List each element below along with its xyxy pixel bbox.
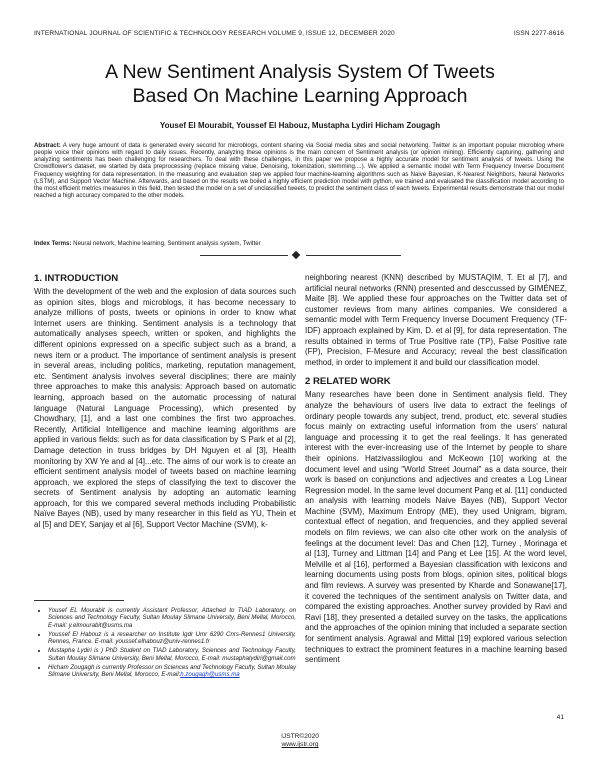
running-head [34, 30, 564, 37]
index-terms [34, 240, 564, 247]
index-terms-text: Neural network, Machine learning, Sentiment analysis system, Twitter [71, 240, 261, 247]
author-list: Yousef El Mourabit, Youssef El Habouz, Mustapha Lydiri Hicham Zougagh [159, 121, 441, 130]
diamond-icon [292, 251, 300, 259]
issn-label: ISSN 2277-8616 [513, 30, 564, 37]
journal-header: INTERNATIONAL JOURNAL OF SCIENTIFIC & TECHNOLOGY RESEARCH VOLUME 9, ISSUE 12, DECEMBER 2020 [34, 30, 395, 37]
footnote-item [48, 664, 296, 679]
left-column [34, 273, 296, 531]
author-footnotes [34, 607, 296, 681]
title-line-2: Based On Machine Learning Approach [132, 85, 468, 107]
introduction-heading: 1. INTRODUCTION [34, 273, 119, 284]
footnote-item [48, 631, 296, 646]
abstract-label: Abstract: [34, 142, 61, 149]
footnote-item [48, 607, 296, 629]
footnote-rule [34, 600, 124, 601]
section-separator [0, 250, 600, 260]
footnote-text: Youssef El Habouz is a researcher on Institute Igdr Umr 6290 Cnrs-Rennes1 University, Rennes, France. E-mail: youssef.elhabouz@univ-rennes1.fr [48, 630, 296, 646]
abstract [34, 142, 564, 199]
footnote-list [34, 607, 296, 679]
related-work-heading: 2 RELATED WORK [305, 376, 391, 388]
footnote-text: Yousef EL Mourabit is currently Assistant Professor, Attached to TIAD Laboratory, on Sciences and Technology Faculty, Sultan Moulay Slimane University, Beni Mellal, Morocco, E-mail: y.elmourabit@usms.ma [48, 607, 296, 629]
footnote-text: Hicham Zougagh is currently Professor on Sciences and Technology Faculty, Sultan Moulay Slimane University, Beni Mellal, Morocco, E-mail: [48, 664, 296, 679]
separator-line-right [306, 255, 401, 256]
index-terms-label: Index Terms: [34, 240, 72, 247]
footer-url-link[interactable]: www.ijstr.org [281, 741, 319, 748]
right-column [305, 273, 567, 666]
page-number: 41 [556, 714, 564, 721]
related-work-text: Many researches have been done in Sentiment analysis field. They analyze the behaviours of users live data to extract the feelings of ordinary people towards any subject, trend, product, etc. several studies focus mainly on extracting useful information from the users' natural language and processing it to get the real feelings. It has generated interest with the ever-increasing use of the Internet by people to share their opinions. Hatzivassiloglou and McKeown [10] working at the document level and using "World Street Journal" as a data source, their work is based on conjunctions and adjectives and creates a Log Linear Regression model. In the same level document Pang et al. [11] conducted an analysis with learning models Naive Bayes (NB), Support Vector Machine (SVM), Maximum Entropy (ME), they used Unigram, bigram, contextual effect of negation, and frequencies, and they applied several models on film reviews, we can also cite other work on the analysis of feelings at the document level: Das and Chen [12], Turney , Morinaga et al [13], Turney and Littman [14] and Pang et Lee [15]. At the word level, Melville et al [16], performed a Bayesian classification with lexicons and learning documents using posts from blogs, opinion sites, political blogs and film reviews. A survey was presented by Kharde and Sonawane[17], it covered the techniques of the sentiment analysis on Twitter data, and compared the existing approaches. Another survey provided by Ravi and Ravi [18], they presented a detailed survey on the tasks, the applications and the approaches of the opinion mining that included a separate section for sentiment analysis. Agrawal and Mittal [19] explored various selection techniques to extract the prominent features in a machine learning based sentiment [305, 390, 567, 665]
email-link[interactable]: h.zougagh@usms.ma [180, 671, 240, 679]
paper-title [40, 60, 560, 108]
footnote-text: Mustapha Lydiri is ) PhD Student on TIAD Laboratory, Sciences and Technology Faculty, Sultan Moulay Slimane University, Beni Mellal, Morocco, E-mail: mustaphalydiri@gmail.com [48, 647, 296, 662]
separator-line-left [200, 255, 288, 256]
footnote-item [48, 647, 296, 662]
introduction-continuation: neighboring nearest (KNN) described by MUSTAQIM, T. Et al [7], and artificial neural networks (RNN) presented and desccussed by GIMÉNEZ, Maite [8]. We applied these four approaches on the Twitter data set of customer reviews from many airlines companies. We considered a semantic model with Term Frequency Inverse Document Frequency (TF-IDF) approach explained by Kim, D. et al [9], for data representation. The results obtained in terms of True Positive rate (TP), False Positive rate (FP), Precision, F-Mesure and Accuracy; reveal the best classification method, in order to implement it and build our classification model. [305, 273, 567, 367]
abstract-text: A very huge amount of data is generated every second for microblogs, content sharing via Social media sites and social networking. Twitter is an important popular microblog where people voice their opinions with regard to daily issues. Recently, analyzing these opinions is the main concern of Sentiment analysis (or opinion mining). Efficiently capturing, gathering and analyzing sentiments has been challenging for researchers. To deal with these challenges, in this paper we propose a highly accurate model for sentiment analysis of tweets. Using the Crowdflower's dataset, we started by data preprocessing (replace missing value, Denoising, tokenization, stemming....). We applied a semantic model with Term Frequency Inverse Document Frequency weighting for data representation. In the measuring and evaluation step we applied four machine-learning algorithms such as Naive Bayesian, K-Nearest Neighbors, Neural Networks (LSTM), and Support Vector Machine. Afterwards, and based on the results we boiled a highly efficient prediction model with python, we trained and evaluated the classification model according to the most efficient metrics measures in this field, then tested the model on a set of unclassified tweets, to predict the sentiment class of each tweets. Experimental results demonstrate that our model reached a high accuracy compared to the other models. [34, 142, 564, 200]
page-footer [0, 733, 600, 749]
introduction-text: With the development of the web and the explosion of data sources such as opinion sites, blogs and microblogs, it has become necessary to analyze millions of posts, tweets or opinions in order to know what Internet users are thinking. Sentiment analysis is a technology that automatically analyses speech, written or spoken, and highlights the different opinions expressed on a specific subject such as a brand, a news item or a product. The importance of sentiment analysis is present in several areas, including politics, marketing, reputation management, etc. Sentiment analysis involves several disciplines; there are mainly three approaches to make this analysis: Approach based on automatic learning, approach based on the automatic processing of natural language (Natural Language Processing), which presented by Chowdhary, [1], and a last one combines the first two approaches. Recently, Artificial Intelligence and machine learning algorithms are applied in various fields: such as for data classification by S Park et al [2], Damage detection in truss bridges by DH Nguyen et al [3], Health monitoring by XW Ye and al [4]...etc. The aims of our work is to create an efficient sentiment analysis model of tweets based on machine learning approach, we explored the steps of classifying the text to discover the secrets of Sentiment analysis by adopting an automatic learning approach, for this we compared several methods including Probabilistic Naïve Bayes (NB), used by many researcher in this field as YU, Thein et al [5] and DEY, Sanjay et al [6], Support Vector Machine (SVM), k- [34, 287, 296, 530]
footer-copyright: IJSTR©2020 [281, 733, 319, 740]
title-line-1: A New Sentiment Analysis System Of Tweets [105, 61, 495, 83]
